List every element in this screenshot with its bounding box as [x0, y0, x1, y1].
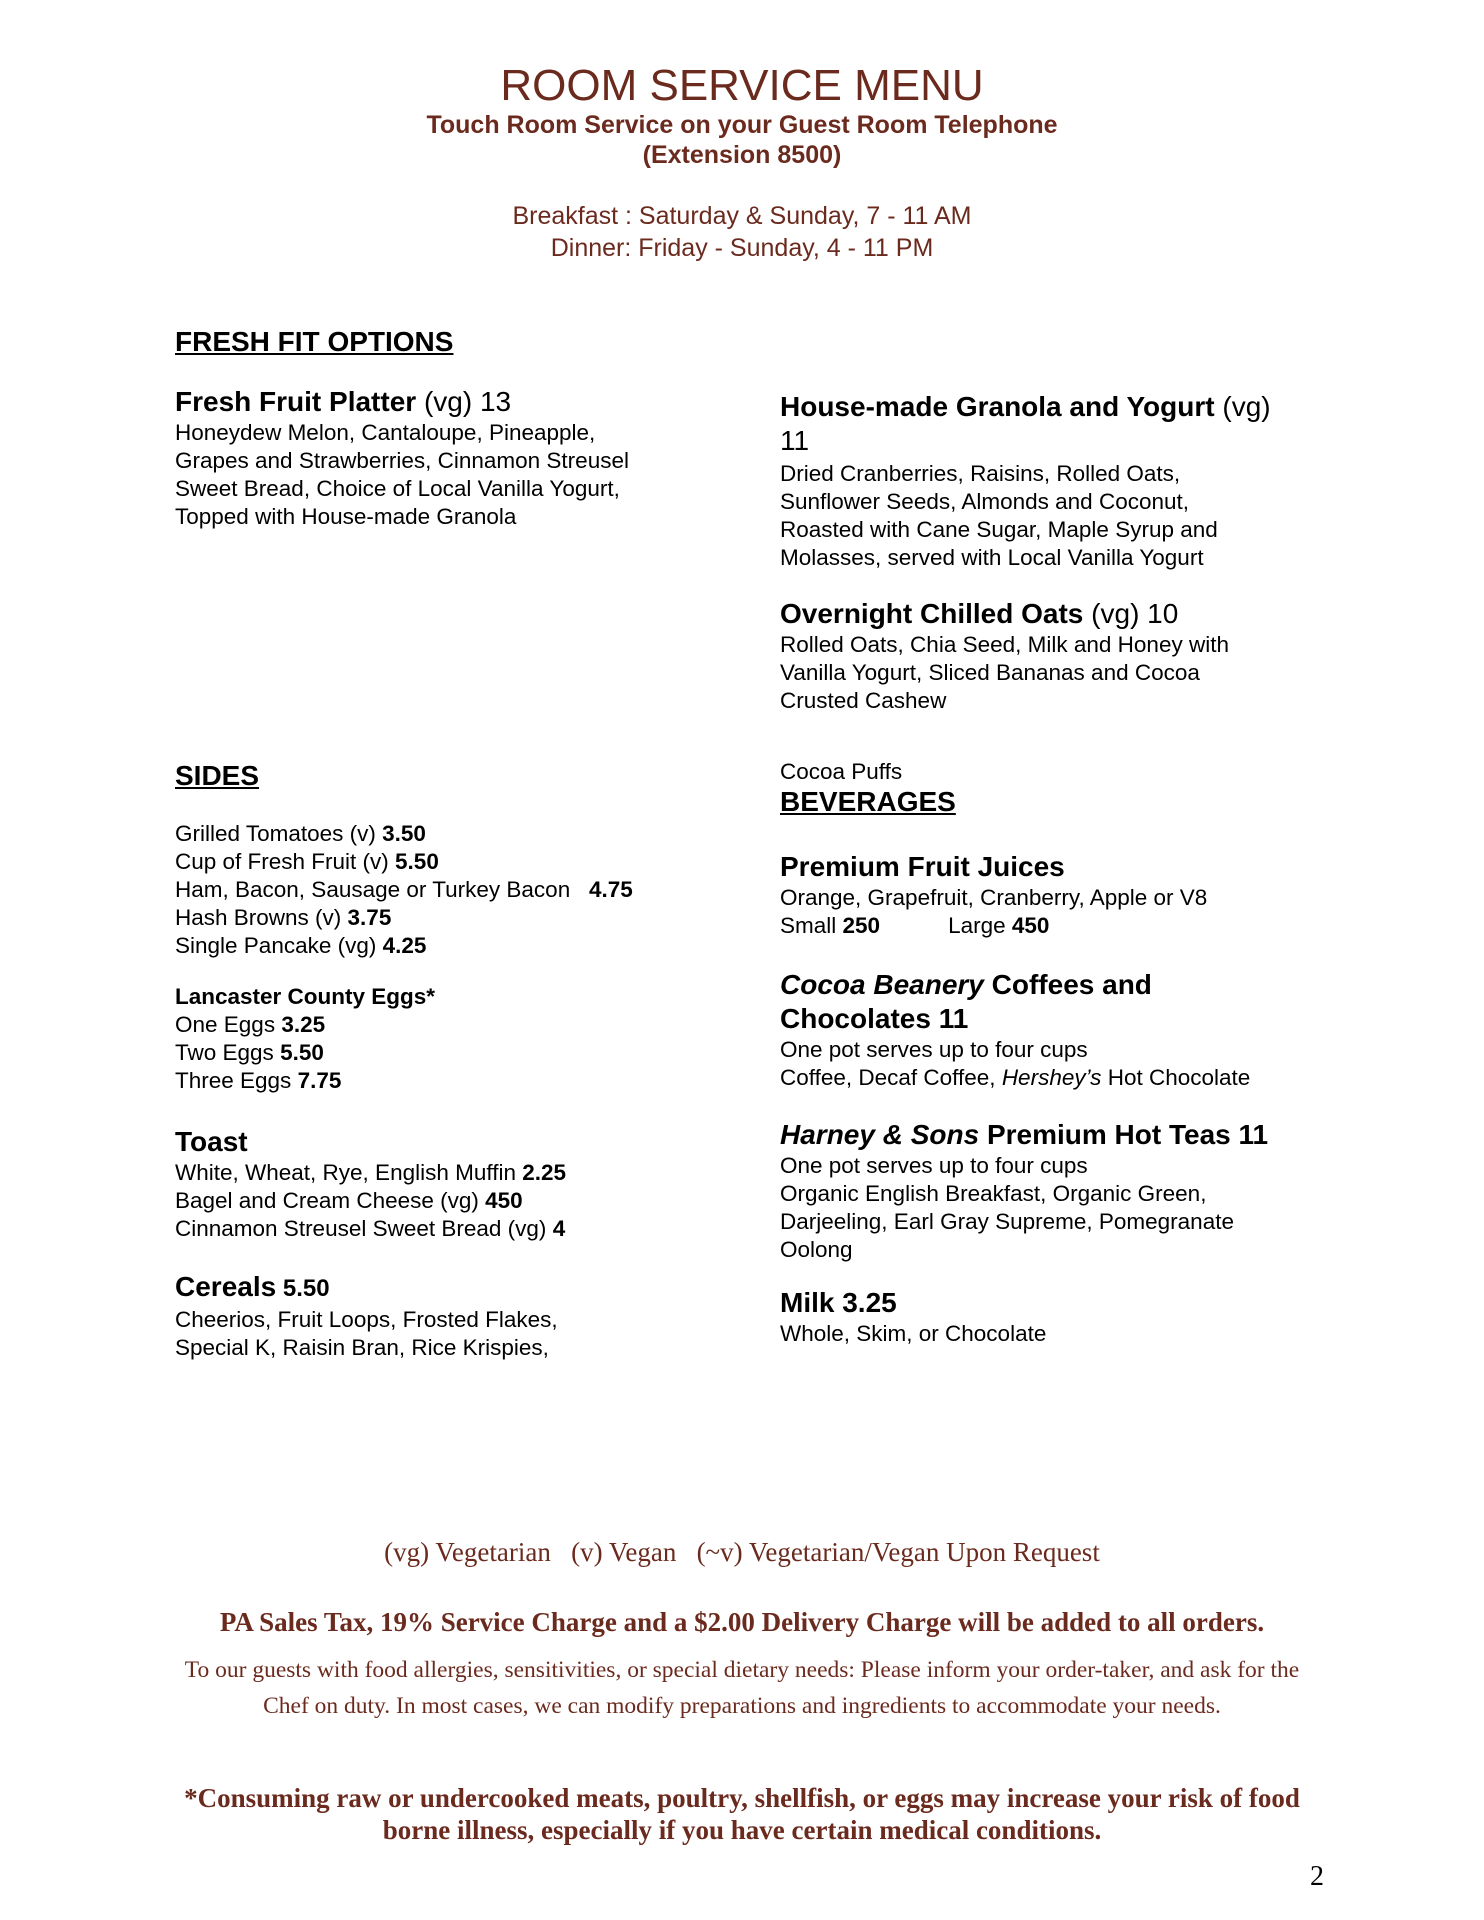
cereals-price: 5.50 [276, 1275, 330, 1302]
granola-desc-line: Dried Cranberries, Raisins, Rolled Oats, [780, 461, 1181, 486]
egg-item-price: 7.75 [297, 1068, 342, 1093]
sides-heading: SIDES [175, 760, 260, 791]
coffee-options: Coffee, Decaf Coffee, [780, 1065, 1002, 1090]
milk-title: Milk 3.25 [780, 1287, 897, 1318]
tax-notice: PA Sales Tax, 19% Service Charge and a $2.00 Delivery Charge will be added to all orders. [219, 1607, 1265, 1637]
juices-title: Premium Fruit Juices [780, 851, 1065, 882]
allergy-notice: To our guests with food allergies, sensitivities, or special dietary needs: Please inform your order-taker, and ask for the Chef on duty. In most cases, we can modify preparations and ingredients to accommodate your needs. [184, 1657, 1300, 1719]
consumption-warning: *Consuming raw or undercooked meats, poultry, shellfish, or eggs may increase your risk of food borne illness, especially if you have certain medical conditions. [184, 1783, 1300, 1845]
juice-large-label: Large [948, 913, 1012, 938]
side-item-label: Cup of Fresh Fruit (v) [175, 849, 396, 874]
cereals-desc-line: Special K, Raisin Bran, Rice Krispies, [175, 1335, 549, 1360]
juices-sizes [780, 912, 1320, 940]
side-item-label: Grilled Tomatoes (v) [175, 821, 383, 846]
toast-title: Toast [175, 1126, 248, 1157]
toast-item [175, 1215, 715, 1243]
toast-item-label: White, Wheat, Rye, English Muffin [175, 1160, 523, 1185]
tea-desc-line: Darjeeling, Earl Gray Supreme, Pomegranate [780, 1209, 1234, 1234]
tea-item [780, 1118, 1320, 1264]
juice-small-price: 250 [842, 913, 881, 938]
tea-brand: Harney & Sons [780, 1119, 980, 1150]
granola-tag: (vg) [1214, 391, 1271, 422]
fruit-platter-name: Fresh Fruit Platter [175, 386, 417, 417]
toast-group [175, 1125, 715, 1243]
fruit-platter-title [175, 385, 715, 419]
juices-item [780, 850, 1320, 940]
coffee-item [780, 968, 1320, 1092]
cereals-desc-line: Cheerios, Fruit Loops, Frosted Flakes, [175, 1307, 558, 1332]
breakfast-hours: Breakfast : Saturday & Sunday, 7 - 11 AM [512, 202, 972, 230]
egg-item [175, 1039, 715, 1067]
side-item [175, 876, 715, 904]
cereals-title [175, 1270, 715, 1306]
tea-desc-line: Oolong [780, 1237, 853, 1262]
toast-item-price: 450 [485, 1188, 523, 1213]
milk-desc-line: Whole, Skim, or Chocolate [780, 1321, 1047, 1346]
oats-desc-line: Crusted Cashew [780, 688, 947, 713]
eggs-title: Lancaster County Eggs* [175, 984, 436, 1009]
hersheys-brand: Hershey’s [1001, 1065, 1102, 1090]
oats-name: Overnight Chilled Oats [780, 598, 1084, 629]
coffee-title [780, 968, 1320, 1002]
oats-desc-line: Rolled Oats, Chia Seed, Milk and Honey with [780, 632, 1229, 657]
fruit-platter-item [175, 385, 715, 531]
hot-chocolate-label: Hot Chocolate [1101, 1065, 1251, 1090]
side-item-price: 3.50 [382, 821, 426, 846]
coffee-title-line2: Chocolates 11 [780, 1003, 969, 1034]
toast-item [175, 1187, 715, 1215]
beverages-heading: BEVERAGES [780, 786, 956, 817]
side-item-price: 4.75 [588, 877, 633, 902]
egg-item-price: 5.50 [280, 1040, 324, 1065]
egg-item-label: One Eggs [175, 1012, 282, 1037]
granola-price: 11 [780, 425, 810, 456]
fruit-platter-desc-line: Sweet Bread, Choice of Local Vanilla Yogurt, [175, 476, 620, 501]
juice-small-label: Small [780, 913, 843, 938]
side-item [175, 820, 715, 848]
egg-item-price: 3.25 [281, 1012, 326, 1037]
toast-item [175, 1159, 715, 1187]
side-item [175, 904, 715, 932]
fruit-platter-desc-line: Topped with House-made Granola [175, 504, 517, 529]
tea-desc-line: One pot serves up to four cups [780, 1153, 1088, 1178]
side-item-label: Ham, Bacon, Sausage or Turkey Bacon [175, 877, 589, 902]
side-item-price: 3.75 [347, 905, 392, 930]
fruit-platter-desc-line: Honeydew Melon, Cantaloupe, Pineapple, [175, 420, 596, 445]
extension-number: (Extension 8500) [642, 141, 842, 169]
egg-item-label: Three Eggs [175, 1068, 298, 1093]
egg-item-label: Two Eggs [175, 1040, 281, 1065]
coffee-title-rest: Coffees and [983, 969, 1152, 1000]
tea-title-rest: Premium Hot Teas 11 [979, 1119, 1269, 1150]
egg-item [175, 1067, 715, 1095]
side-item [175, 848, 715, 876]
phone-instruction: Touch Room Service on your Guest Room Telephone [426, 111, 1058, 139]
dietary-legend: (vg) Vegetarian (v) Vegan (~v) Vegetarian/Vegan Upon Request [384, 1537, 1100, 1567]
oats-item [780, 597, 1320, 715]
granola-desc-line: Sunflower Seeds, Almonds and Coconut, [780, 489, 1189, 514]
dinner-hours: Dinner: Friday - Sunday, 4 - 11 PM [550, 234, 934, 262]
granola-title [780, 390, 1320, 424]
milk-item [780, 1286, 1320, 1348]
toast-item-price: 4 [552, 1216, 566, 1241]
side-item-price: 4.25 [382, 933, 427, 958]
granola-name: House-made Granola and Yogurt [780, 391, 1215, 422]
tea-desc-line: Organic English Breakfast, Organic Green, [780, 1181, 1207, 1206]
fruit-platter-desc-line: Grapes and Strawberries, Cinnamon Streusel [175, 448, 629, 473]
egg-item [175, 1011, 715, 1039]
toast-item-label: Cinnamon Streusel Sweet Bread (vg) [175, 1216, 553, 1241]
page-title: ROOM SERVICE MENU [500, 61, 984, 110]
cereals-name: Cereals [175, 1271, 277, 1302]
page-number: 2 [1310, 1861, 1324, 1892]
granola-desc-line: Roasted with Cane Sugar, Maple Syrup and [780, 517, 1218, 542]
granola-desc-line: Molasses, served with Local Vanilla Yogurt [780, 545, 1204, 570]
oats-title [780, 597, 1320, 631]
toast-item-price: 2.25 [522, 1160, 567, 1185]
side-item-label: Single Pancake (vg) [175, 933, 383, 958]
cereal-overflow-line: Cocoa Puffs [780, 759, 903, 784]
oats-tag: (vg) 10 [1083, 598, 1179, 629]
fresh-fit-heading: FRESH FIT OPTIONS [175, 326, 454, 357]
oats-desc-line: Vanilla Yogurt, Sliced Bananas and Cocoa [780, 660, 1200, 685]
tea-title [780, 1118, 1320, 1152]
granola-item [780, 390, 1320, 572]
juices-desc-line: Orange, Grapefruit, Cranberry, Apple or V8 [780, 885, 1208, 910]
eggs-group [175, 983, 715, 1095]
coffee-brand: Cocoa Beanery [780, 969, 984, 1000]
coffee-desc-line: One pot serves up to four cups [780, 1037, 1088, 1062]
toast-item-label: Bagel and Cream Cheese (vg) [175, 1188, 486, 1213]
juice-large-price: 450 [1011, 913, 1050, 938]
sides-list [175, 820, 715, 960]
fruit-platter-tag: (vg) 13 [416, 386, 512, 417]
cereals-group [175, 1270, 715, 1362]
side-item [175, 932, 715, 960]
side-item-price: 5.50 [395, 849, 439, 874]
coffee-desc-line [780, 1064, 1320, 1092]
side-item-label: Hash Browns (v) [175, 905, 348, 930]
